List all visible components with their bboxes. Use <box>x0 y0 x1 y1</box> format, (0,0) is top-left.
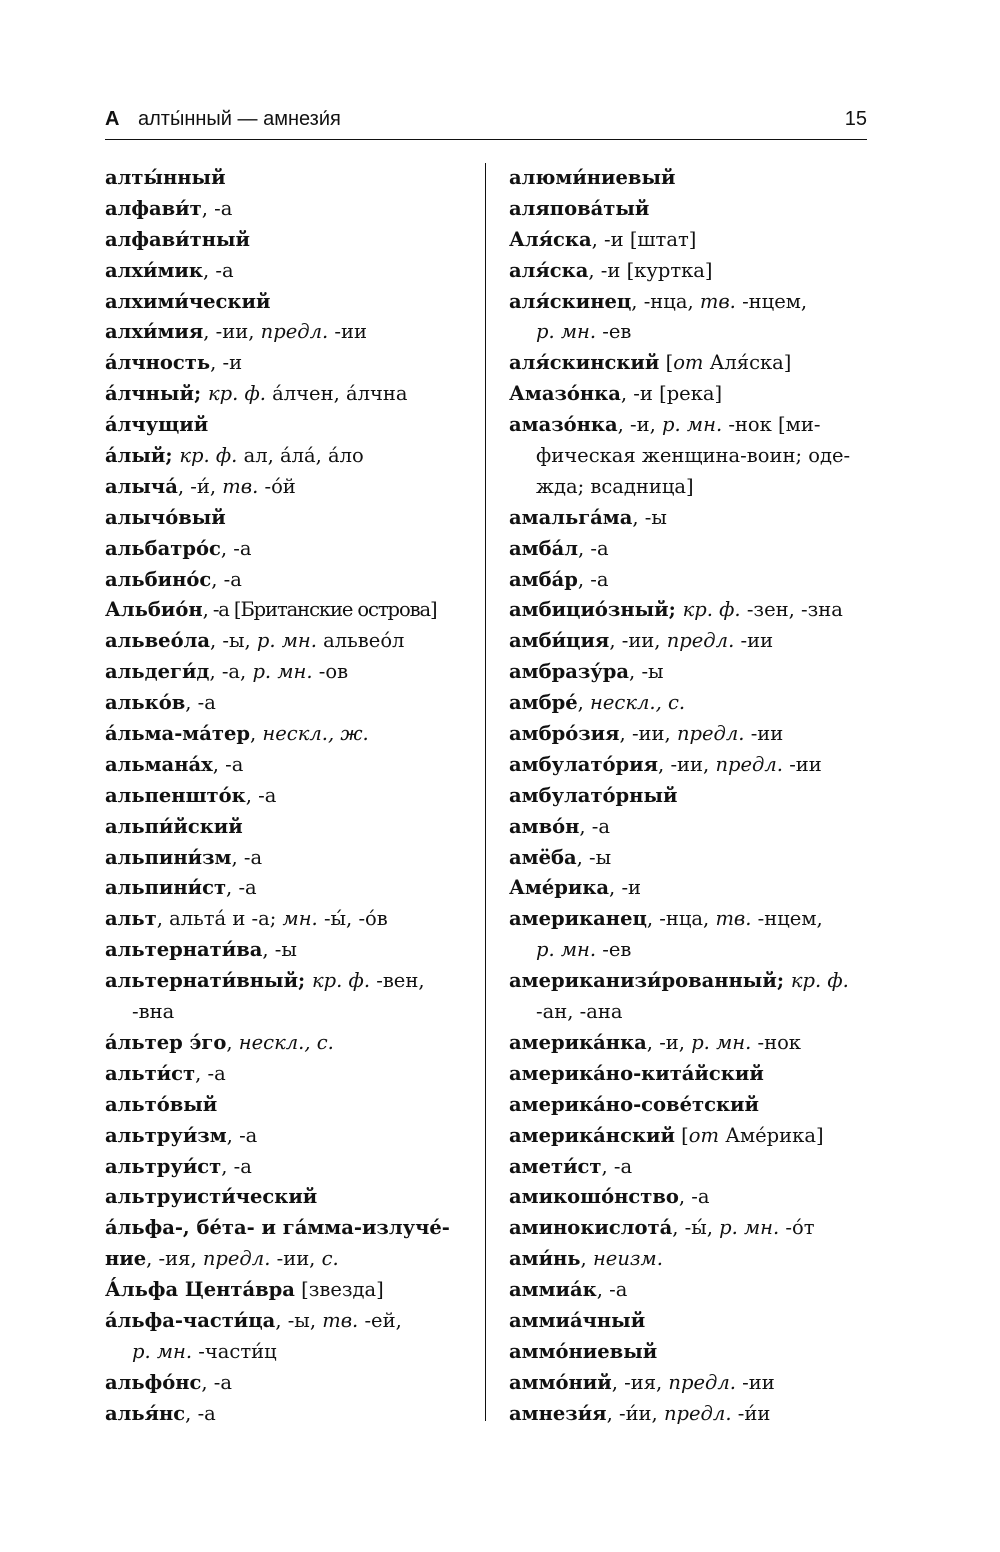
grammar-label: тв. <box>699 289 736 313</box>
headword: аммиа́к <box>509 1278 597 1302</box>
entry-text: , -а [Британские острова] <box>202 598 437 622</box>
headword: америка́но-кита́йский <box>509 1061 764 1085</box>
running-head-range: алты́нный — амнези́я <box>138 108 341 130</box>
entry-text: , -ии, <box>609 629 667 653</box>
headword: альтернати́вный; <box>105 969 313 993</box>
dictionary-line <box>509 503 881 534</box>
headword: Альбио́н <box>105 598 203 622</box>
headword: амбулато́рия <box>509 752 659 776</box>
headword: амальга́ма <box>509 505 633 529</box>
headword: альпи́йский <box>105 814 243 838</box>
entry-text: , -а <box>185 691 216 715</box>
entry-text: , -а <box>195 1061 226 1085</box>
grammar-label: кр. ф. <box>179 444 238 468</box>
entry-text: , -ии, <box>203 320 261 344</box>
headword: америка́но-сове́тский <box>509 1092 759 1116</box>
dictionary-line <box>105 1399 477 1430</box>
headword: амбулато́рный <box>509 783 678 807</box>
entry-text: ал, а́ла́, а́ло <box>237 444 364 468</box>
dictionary-line <box>105 1337 477 1368</box>
dictionary-line <box>105 348 477 379</box>
entry-text: , <box>577 691 591 715</box>
entry-text: -ии <box>783 752 822 776</box>
entry-text: , <box>226 1030 239 1054</box>
headword: альтруисти́ческий <box>105 1185 318 1209</box>
entry-text: , -ии, <box>619 722 677 746</box>
entry-text: , -ы <box>632 505 667 529</box>
headword: аля́скинец <box>509 289 632 313</box>
headword: амво́н <box>509 814 580 838</box>
dictionary-line <box>105 225 477 256</box>
headword: американизи́рованный; <box>509 969 791 993</box>
entry-text: жда; всадница] <box>536 474 694 498</box>
entry-text: , -а <box>678 1185 710 1209</box>
dictionary-line <box>509 1059 881 1090</box>
dictionary-line <box>105 1275 477 1306</box>
headword: алько́в <box>105 691 186 715</box>
grammar-label: р. мн. <box>691 1030 752 1054</box>
dictionary-line <box>105 565 477 596</box>
headword: аммо́ниевый <box>509 1339 658 1363</box>
entry-text: , -и́, <box>177 474 223 498</box>
dictionary-line <box>509 1275 881 1306</box>
grammar-label: предл. <box>202 1247 271 1271</box>
entry-text: , -ы <box>629 660 664 684</box>
grammar-label: неизм. <box>592 1247 663 1271</box>
dictionary-line <box>105 626 477 657</box>
dictionary-line <box>509 843 881 874</box>
dictionary-line <box>509 379 881 410</box>
entry-text: , -а <box>220 536 252 560</box>
entry-text: , -ы <box>262 938 297 962</box>
dictionary-line <box>509 1399 881 1430</box>
dictionary-line <box>509 1152 881 1183</box>
dictionary-line <box>105 1182 477 1213</box>
headword: амба́л <box>509 536 578 560</box>
entry-text: , -и, <box>646 1030 692 1054</box>
dictionary-line <box>105 1090 477 1121</box>
entry-text: , -а, <box>209 660 253 684</box>
grammar-label: кр. ф. <box>207 382 266 406</box>
headword: амбро́зия <box>509 722 620 746</box>
headword: а́лый; <box>105 444 180 468</box>
entry-text: , -и <box>210 351 243 375</box>
entry-text: , -а <box>231 845 263 869</box>
dictionary-line <box>509 812 881 843</box>
entry-text: -ов <box>312 660 349 684</box>
dictionary-line <box>509 1121 881 1152</box>
dictionary-line <box>105 781 477 812</box>
headword: амети́ст <box>509 1154 602 1178</box>
headword: америка́нка <box>509 1030 647 1054</box>
entry-text: фическая женщина-воин; оде- <box>536 444 851 468</box>
dictionary-line <box>509 1368 881 1399</box>
entry-text: -вен, <box>370 969 425 993</box>
entry-text: -вна <box>132 1000 175 1024</box>
headword: альвео́ла <box>105 629 210 653</box>
dictionary-line <box>509 750 881 781</box>
grammar-label: р. мн. <box>536 320 597 344</box>
headword: альти́ст <box>105 1061 196 1085</box>
dictionary-line <box>105 410 477 441</box>
entry-text: , -а <box>226 876 257 900</box>
entry-text: -части́ц <box>192 1339 277 1363</box>
dictionary-line <box>105 194 477 225</box>
entry-text: , -а <box>245 783 277 807</box>
headword: а́лчный; <box>105 382 208 406</box>
page-number: 15 <box>844 108 867 130</box>
entry-text: -нок [ми- <box>722 413 821 437</box>
dictionary-line <box>105 503 477 534</box>
grammar-label: р. мн. <box>719 1216 780 1240</box>
entry-text: , <box>249 722 263 746</box>
headword: аля́скинский <box>509 351 660 375</box>
grammar-label: нескл., ж. <box>262 722 369 746</box>
dictionary-line <box>509 657 881 688</box>
entry-text: [звезда] <box>294 1278 384 1302</box>
entry-text: -нцем, <box>735 289 808 313</box>
headword: амбре́ <box>509 691 578 715</box>
entry-text: , -ы́, <box>672 1216 720 1240</box>
dictionary-line <box>105 1152 477 1183</box>
entry-text: , -и [река] <box>620 382 723 406</box>
entry-text: , -и́и, <box>606 1401 664 1425</box>
entry-text: -ии <box>328 320 368 344</box>
headword: Амазо́нка <box>509 382 621 406</box>
dictionary-line <box>105 1368 477 1399</box>
headword: америка́нский <box>509 1123 675 1147</box>
entry-text: , -ия, <box>146 1247 203 1271</box>
dictionary-line <box>105 1244 477 1275</box>
grammar-label: предл. <box>668 1370 736 1394</box>
dictionary-line <box>509 256 881 287</box>
dictionary-line <box>509 966 881 997</box>
headword: американец <box>509 907 647 931</box>
dictionary-line <box>105 657 477 688</box>
grammar-label: кр. ф. <box>312 969 371 993</box>
entry-text: , -а <box>185 1401 216 1425</box>
headword: амба́р <box>509 567 578 591</box>
entry-text: , -ии, <box>658 752 716 776</box>
headword: амби́ция <box>509 629 610 653</box>
dictionary-line <box>105 472 477 503</box>
headword: алфави́тный <box>105 227 250 251</box>
headword: а́льфа-части́ца <box>105 1308 276 1332</box>
headword: ами́нь <box>509 1247 581 1271</box>
headword: алюми́ниевый <box>509 166 676 189</box>
grammar-label: предл. <box>666 629 735 653</box>
headword: а́лчность <box>105 351 211 375</box>
entry-text: -и́и <box>731 1401 771 1425</box>
entry-text: , -а <box>211 567 242 591</box>
dictionary-line <box>509 441 881 472</box>
dictionary-line <box>105 163 477 194</box>
headword: алфави́т <box>105 196 202 220</box>
dictionary-line <box>509 348 881 379</box>
entry-text: , -а <box>601 1154 633 1178</box>
entry-text: [ <box>659 351 674 375</box>
headword: А́льфа Цента́вра <box>105 1278 295 1302</box>
dictionary-line <box>509 873 881 904</box>
dictionary-line <box>509 595 881 626</box>
dictionary-line <box>509 1337 881 1368</box>
entry-text: , -а <box>221 1154 252 1178</box>
grammar-label: предл. <box>676 722 745 746</box>
page-header <box>105 106 867 136</box>
grammar-label: р. мн. <box>536 938 597 962</box>
entry-text: , -а <box>201 196 233 220</box>
dictionary-line <box>509 317 881 348</box>
entry-text: альвео́л <box>316 629 405 653</box>
headword: альтруи́зм <box>105 1123 227 1147</box>
dictionary-line <box>509 1182 881 1213</box>
dictionary-line <box>509 1306 881 1337</box>
dictionary-line <box>105 317 477 348</box>
left-column <box>105 163 477 1430</box>
entry-text: -ан, -ана <box>536 1000 623 1024</box>
headword: а́лчущий <box>105 413 209 437</box>
entry-text: , -а <box>226 1123 258 1147</box>
headword: амбицио́зный; <box>509 598 683 622</box>
entry-text: , -нца, <box>646 907 716 931</box>
dictionary-line <box>105 873 477 904</box>
dictionary-line <box>509 719 881 750</box>
entry-text: Аме́рика] <box>719 1123 824 1147</box>
entry-text: а́лчен, а́лчна <box>265 382 408 406</box>
grammar-label: тв. <box>715 907 752 931</box>
headword: амбразу́ра <box>509 660 630 684</box>
dictionary-line <box>509 904 881 935</box>
entry-text: -ев <box>596 938 632 962</box>
headword: алхи́мия <box>105 320 204 344</box>
grammar-label: тв. <box>322 1308 359 1332</box>
entry-text: -ии <box>734 629 774 653</box>
entry-text: -ии <box>744 722 784 746</box>
entry-text: [ <box>674 1123 689 1147</box>
headword: аммо́ний <box>509 1370 612 1394</box>
dictionary-line <box>105 441 477 472</box>
entry-text: , -а <box>201 1370 232 1394</box>
dictionary-line <box>509 1028 881 1059</box>
dictionary-line <box>105 534 477 565</box>
headword: амикошо́нство <box>509 1185 679 1209</box>
dictionary-line <box>105 750 477 781</box>
entry-text: , альта́ и -а; <box>156 907 283 931</box>
headword: аминокислота́ <box>509 1216 673 1240</box>
entry-text: , -а <box>579 814 611 838</box>
entry-text: , -а <box>596 1278 628 1302</box>
entry-text: -ии, <box>270 1247 322 1271</box>
entry-text: -о́т <box>779 1216 815 1240</box>
dictionary-line <box>105 719 477 750</box>
grammar-label: р. мн. <box>662 413 723 437</box>
entry-text: , -и, <box>617 413 663 437</box>
entry-text: -зен, -зна <box>740 598 843 622</box>
entry-text: -ей, <box>358 1308 402 1332</box>
entry-text: -нцем, <box>751 907 823 931</box>
headword: альтернати́ва <box>105 938 263 962</box>
dictionary-line <box>509 1090 881 1121</box>
headword: алыча́ <box>105 474 178 498</box>
dictionary-line <box>509 565 881 596</box>
headword: альпеншто́к <box>105 783 246 807</box>
headword: Аме́рика <box>509 876 610 900</box>
entry-text: -о́й <box>258 474 296 498</box>
grammar-label: мн. <box>282 907 318 931</box>
entry-text: , -и [штат] <box>591 227 697 251</box>
dictionary-line <box>105 843 477 874</box>
dictionary-line <box>105 1059 477 1090</box>
dictionary-line <box>105 935 477 966</box>
headword: альпини́ст <box>105 876 227 900</box>
entry-text: -ев <box>596 320 632 344</box>
grammar-label: р. мн. <box>256 629 317 653</box>
headword: алхи́мик <box>105 258 203 282</box>
dictionary-line <box>105 1306 477 1337</box>
headword: амёба <box>509 845 577 869</box>
grammar-label: с. <box>321 1247 339 1271</box>
grammar-label: предл. <box>715 752 783 776</box>
dictionary-line <box>509 472 881 503</box>
grammar-label: р. мн. <box>252 660 313 684</box>
dictionary-line <box>105 1121 477 1152</box>
entry-text: , -ия, <box>611 1370 669 1394</box>
headword: а́льма-ма́тер <box>105 722 250 746</box>
dictionary-line <box>509 163 881 194</box>
entry-text: , <box>580 1247 593 1271</box>
grammar-label: кр. ф. <box>682 598 741 622</box>
headword: амнези́я <box>509 1401 607 1425</box>
entry-text: -нок <box>751 1030 801 1054</box>
headword: альтруи́ст <box>105 1154 222 1178</box>
headword: алья́нс <box>105 1401 186 1425</box>
dictionary-line <box>105 688 477 719</box>
dictionary-line <box>105 904 477 935</box>
headword: алычо́вый <box>105 505 226 529</box>
dictionary-line <box>509 997 881 1028</box>
headword: а́льтер э́го <box>105 1030 227 1054</box>
dictionary-line <box>509 781 881 812</box>
dictionary-line <box>509 626 881 657</box>
header-rule <box>105 139 867 140</box>
entry-text: , -ы <box>576 845 612 869</box>
grammar-label: р. мн. <box>132 1339 193 1363</box>
headword: альфо́нс <box>105 1370 202 1394</box>
headword: альто́вый <box>105 1092 218 1116</box>
headword: альт <box>105 907 157 931</box>
section-letter: А <box>105 108 120 130</box>
entry-text: , -ы, <box>209 629 257 653</box>
dictionary-line <box>509 287 881 318</box>
dictionary-line <box>105 966 477 997</box>
grammar-label: предл. <box>663 1401 732 1425</box>
grammar-label: кр. ф. <box>790 969 849 993</box>
dictionary-line <box>509 225 881 256</box>
entry-text: , -а <box>577 567 609 591</box>
headword: альбатро́с <box>105 536 221 560</box>
headword: альмана́х <box>105 752 213 776</box>
entry-text: , -ы, <box>275 1308 323 1332</box>
entry-text: , -а <box>212 752 244 776</box>
headword: аммиа́чный <box>509 1308 646 1332</box>
entry-text: -ии <box>735 1370 775 1394</box>
headword: альдеги́д <box>105 660 210 684</box>
headword: альпини́зм <box>105 845 232 869</box>
dictionary-line <box>509 935 881 966</box>
dictionary-line <box>105 997 477 1028</box>
headword: аляпова́тый <box>509 196 650 220</box>
grammar-label: нескл., с. <box>238 1030 334 1054</box>
entry-text: , -нца, <box>631 289 700 313</box>
headword: ние <box>105 1247 147 1271</box>
grammar-label: тв. <box>222 474 259 498</box>
dictionary-line <box>509 1213 881 1244</box>
dictionary-line <box>105 256 477 287</box>
entry-text: , -и [куртка] <box>588 258 713 282</box>
dictionary-line <box>509 534 881 565</box>
dictionary-line <box>509 410 881 441</box>
headword: амазо́нка <box>509 413 618 437</box>
entry-text: , -а <box>577 536 609 560</box>
grammar-label: от <box>673 351 704 375</box>
dictionary-line <box>105 1028 477 1059</box>
headword: алты́нный <box>105 166 226 189</box>
dictionary-line <box>509 688 881 719</box>
dictionary-line <box>509 194 881 225</box>
dictionary-line <box>509 1244 881 1275</box>
headword: альбино́с <box>105 567 212 591</box>
dictionary-line <box>105 379 477 410</box>
column-divider <box>485 163 486 1421</box>
dictionary-line <box>105 1213 477 1244</box>
grammar-label: от <box>688 1123 719 1147</box>
entry-text: Аля́ска] <box>703 351 792 375</box>
dictionary-line <box>105 595 477 626</box>
grammar-label: нескл., с. <box>590 691 686 715</box>
entry-text: , -а <box>202 258 234 282</box>
dictionary-line <box>105 287 477 318</box>
grammar-label: предл. <box>260 320 329 344</box>
entry-text: -ы́, -о́в <box>317 907 388 931</box>
headword: Аля́ска <box>509 227 592 251</box>
right-column <box>509 163 881 1430</box>
headword: аля́ска <box>509 258 589 282</box>
headword: а́льфа-, бе́та- и га́мма-излуче́- <box>105 1216 450 1240</box>
entry-text: , -и <box>609 876 642 900</box>
dictionary-line <box>105 812 477 843</box>
headword: алхими́ческий <box>105 289 271 313</box>
